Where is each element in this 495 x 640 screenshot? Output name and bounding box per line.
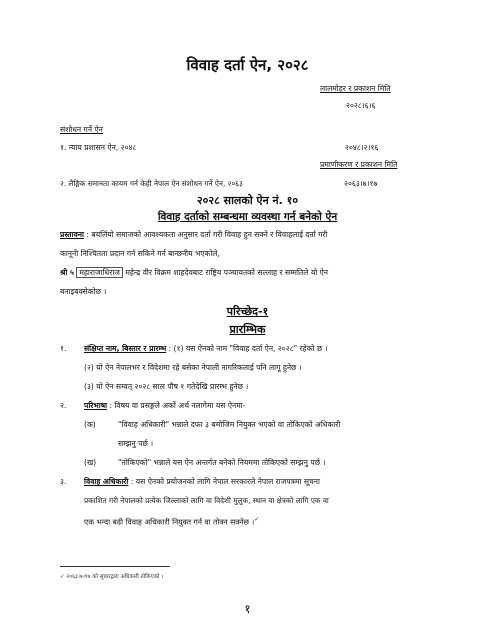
footnote: ✓ २०६३।७।१७ को सुधारद्वारा अधिकारी तोकिएको । bbox=[60, 574, 164, 580]
lalmohar-date: २०२८।६।६ bbox=[346, 101, 376, 110]
amendment-1: १. न्याय प्रशासन ऐन, २०४८ bbox=[60, 143, 137, 152]
section-1-heading: संक्षिप्त नाम, बिस्तार र प्रारम्भ bbox=[84, 344, 167, 353]
clause-kha-line-1: "तोकिएको" भन्नाले यस ऐन अन्तर्गत बनेको नियममा तोकिएको सम्झनु पर्छ । bbox=[118, 458, 326, 467]
section-2-text: : विषय वा प्रसङ्गले अर्को अर्थ नलागेमा यस ऐनमा- bbox=[107, 401, 246, 410]
section-3-text: : यस ऐनको प्रयोजनको लागि नेपाल सरकारले नेपाल राजपत्रमा सूचना bbox=[128, 477, 320, 486]
preamble-line-1 bbox=[60, 230, 327, 240]
act-heading: विवाह दर्ताको सम्बन्धमा व्यवस्था गर्न बनेको ऐन bbox=[157, 211, 338, 223]
clause-kha-label: (ख) bbox=[84, 458, 97, 467]
lalmohar-label: लालमोहर र प्रकाशन मिति bbox=[320, 84, 391, 93]
section-2-line-1 bbox=[84, 401, 245, 411]
amendment-2-date: २०६३।७।१७ bbox=[344, 179, 378, 188]
act-number: २०२८ सालको ऐन नं. १० bbox=[196, 194, 299, 207]
section-2-number: २. bbox=[60, 401, 67, 410]
preamble-text: : बयलिंयो समाजको आवश्यकता अनुसार दर्ता गरी विवाह हुन सक्ने र विवाहलाई दर्ता गरी bbox=[83, 230, 328, 239]
section-1-line-1 bbox=[84, 344, 328, 354]
section-3-line-2: प्रकाशित गरी नेपालको प्रत्येक जिल्लाको लागि वा विदेशी मुलुक, स्थान वा क्षेत्रको लागि एक वा bbox=[84, 496, 329, 505]
section-3-number: ३. bbox=[60, 477, 67, 486]
section-1-line-2: (२) यो ऐन नेपालभर र विदेशमा रहे बसेका नेपाली नागरिकलाई पनि लागू हुनेछ । bbox=[84, 363, 302, 372]
section-3-line-3-text: एक भन्दा बढी विवाह अधिकारी नियुक्त गर्न वा तोक्न सक्नेछ । bbox=[84, 517, 255, 527]
amendment-1-date: २०४८।२।१६ bbox=[345, 143, 379, 152]
shree-5: श्री ५ bbox=[60, 268, 74, 277]
clause-ka-line-1: "विवाह अधिकारी" भन्नाले दफा ३ बमोजिम नियुक्त भएको वा तोकिएको अधिकारी bbox=[118, 420, 341, 429]
act-title: विवाह दर्ता ऐन, २०२८ bbox=[186, 56, 309, 74]
clause-ka-line-2: सम्झनु पर्छ । bbox=[118, 439, 154, 448]
amendment-2: २. लैङ्गिक समानता कायम गर्न केही नेपाल ऐन संशोधन गर्ने ऐन, २०६३ bbox=[60, 179, 243, 188]
preamble-line-4: बनाइबक्सेकोछ । bbox=[60, 287, 107, 296]
preamble-line-3-text: महेन्द्र वीर विक्रम शाहदेवबाट राष्ट्रिय पञ्चायतको सल्लाह र सम्मतिले यो ऐन bbox=[122, 268, 329, 277]
clause-ka-label: (क) bbox=[84, 420, 96, 429]
section-1-number: १. bbox=[60, 344, 67, 353]
footnote-marker: ✓ bbox=[254, 516, 260, 523]
preamble-line-3 bbox=[60, 268, 328, 278]
preamble-line-2: कानूनी निश्चितता प्रदान गर्न सकिने गर्न बान्छनीय भएकोले, bbox=[60, 249, 220, 258]
section-3-line-3 bbox=[84, 515, 259, 528]
chapter-title: प्रारम्भिक bbox=[229, 323, 266, 336]
authentication-label: प्रमाणीकरण र प्रकाशन मिति bbox=[320, 160, 398, 169]
section-2-heading: परिभाषा bbox=[84, 401, 108, 410]
chapter-label: परिच्छेद-१ bbox=[226, 305, 269, 318]
footnote-rule bbox=[60, 566, 170, 567]
section-1-line-3: (३) यो ऐन सम्वत् २०२८ साल पौष १ गतेदेखि प्रारम्भ हुनेछ । bbox=[84, 382, 249, 391]
maharajadhiraj: महाराजाधिराज bbox=[76, 267, 123, 278]
section-3-heading: विवाह अधिकारी bbox=[84, 477, 129, 486]
amending-acts-label: संशोधन गर्ने ऐन bbox=[60, 125, 103, 134]
section-3-line-1 bbox=[84, 477, 320, 487]
preamble-label: प्रस्तावना bbox=[60, 230, 84, 239]
page-number: १ bbox=[244, 602, 251, 616]
section-1-text: : (१) यस ऐनको नाम "विवाह दर्ता ऐन, २०२८" रहेको छ । bbox=[166, 344, 328, 353]
